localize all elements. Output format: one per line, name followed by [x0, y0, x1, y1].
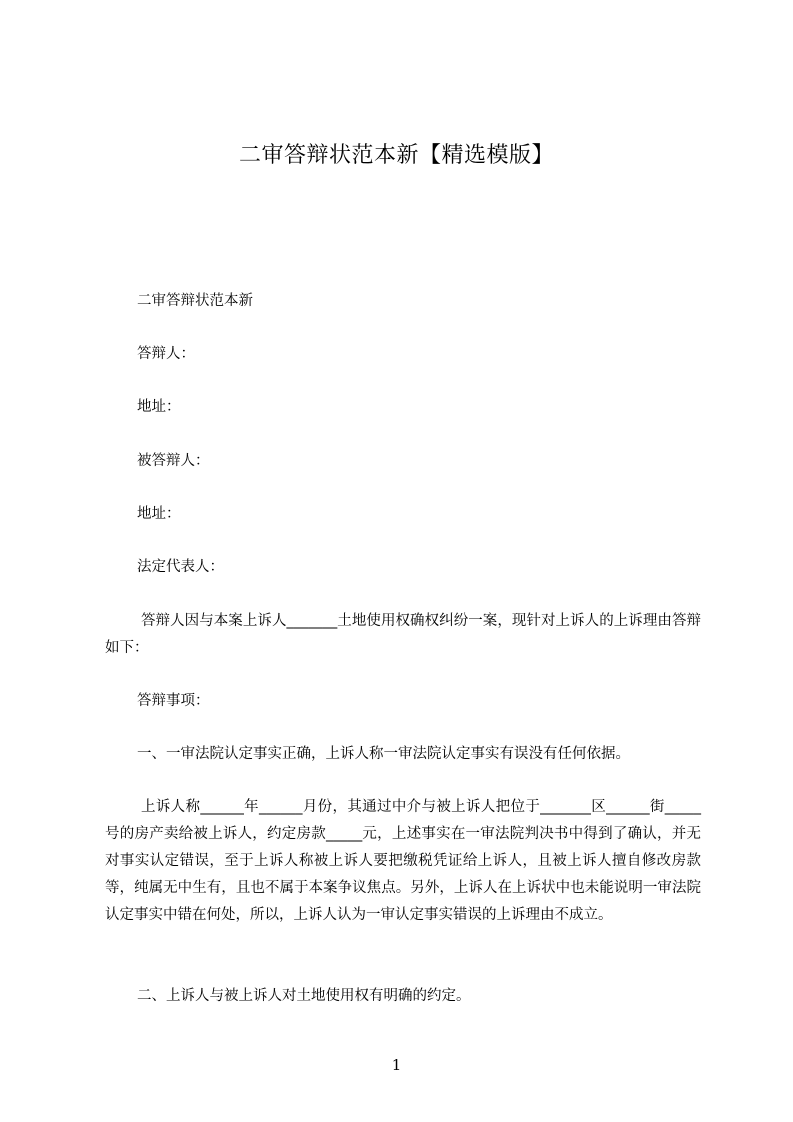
legal-representative-label: 法定代表人：: [137, 559, 224, 575]
point-one-heading: 一、一审法院认定事实正确，上诉人称一审法院认定事实有误没有任何依据。: [137, 746, 630, 762]
respondent-address-label: 地址：: [137, 399, 181, 415]
page-number: 1: [391, 1056, 402, 1074]
respondent-label: 答辩人：: [137, 346, 195, 362]
appellee-label: 被答辩人：: [137, 453, 210, 469]
doc-heading: 二审答辩状范本新: [137, 293, 253, 309]
matters-label: 答辩事项：: [137, 693, 210, 709]
point-two-heading: 二、上诉人与被上诉人对土地使用权有明确的约定。: [137, 988, 471, 1004]
document-title: 二审答辩状范本新【精选模版】: [238, 143, 554, 168]
intro-paragraph: 答辩人因与本案上诉人_______土地使用权确权纠纷一案，现针对上诉人的上诉理由答辩如下：: [105, 613, 701, 656]
appellee-address-label: 地址：: [137, 506, 181, 522]
point-one-body: 上诉人称______年______月份，其通过中介与被上诉人把位于_______区______街_____号的房产卖给被上诉人，约定房款_____元，上述事实在一审法院判决书中得到了确认，并无对事实认定错误，至于上诉人称被上诉人要把缴税凭证给上诉人，且被上诉人擅自修改房款等，纯属无中生有，且也不属于本案争议焦点。另外，上诉人在上诉状中也未能说明一审法院认定事实中错在何处，所以，上诉人认为一审认定事实错误的上诉理由不成立。: [105, 799, 701, 923]
